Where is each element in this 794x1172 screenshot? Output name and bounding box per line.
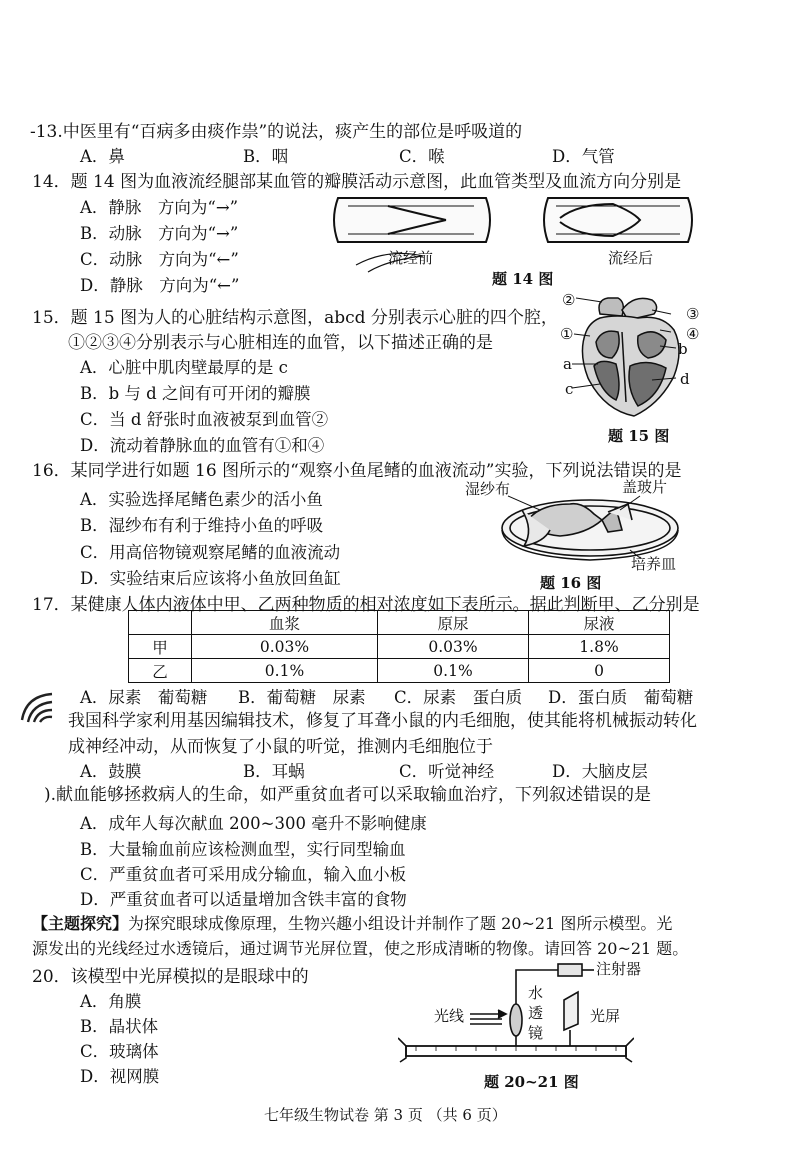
q14-label-after: 流经后	[608, 249, 654, 267]
q17-option-a: A．尿素 葡萄糖	[80, 688, 208, 707]
q13-option-b: B．咽	[243, 147, 289, 166]
q16-option-d: D．实验结束后应该将小鱼放回鱼缸	[80, 569, 341, 588]
q13-option-d: D．气管	[552, 147, 615, 166]
q15-option-b: B．b 与 d 之间有可开闭的瓣膜	[80, 384, 311, 403]
q14-caption: 题 14 图	[492, 270, 554, 288]
q16-option-a: A．实验选择尾鳍色素少的活小鱼	[80, 490, 323, 509]
table-row	[129, 659, 670, 683]
q14-option-d: D．静脉 方向为“←”	[80, 276, 240, 295]
q14-option-b: B．动脉 方向为“→”	[80, 224, 239, 243]
q13-option-c: C．喉	[399, 147, 445, 166]
q16-label-cover: 盖玻片	[622, 478, 668, 496]
q18-stem-line1: 我国科学家利用基因编辑技术，修复了耳聋小鼠的内毛细胞，使其能将机械振动转化	[68, 711, 697, 731]
q15-option-c: C．当 d 舒张时血液被泵到血管②	[80, 410, 329, 429]
q17-option-d: D．蛋白质 葡萄糖	[548, 688, 694, 707]
q15-number: 15．	[32, 308, 71, 328]
theme-line1: 【主题探究】为探究眼球成像原理，生物兴趣小组设计并制作了题 20~21 图所示模型。光	[32, 914, 673, 933]
table-header-cell	[129, 611, 192, 635]
q19-option-d: D．严重贫血者可以适量增加含铁丰富的食物	[80, 890, 407, 909]
q16-caption: 题 16 图	[540, 574, 602, 592]
q18-stem-line2: 成神经冲动，从而恢复了小鼠的听觉，推测内毛细胞位于	[68, 737, 493, 757]
q14-option-c: C．动脉 方向为“←”	[80, 250, 239, 269]
q17-stem: 17．某健康人体内液体中甲、乙两种物质的相对浓度如下表所示。据此判断甲、乙分别是	[32, 595, 700, 615]
page-footer: 七年级生物试卷 第 3 页 （共 6 页）	[264, 1106, 507, 1124]
q17-option-b: B．葡萄糖 尿素	[238, 688, 366, 707]
q15-option-a: A．心脏中肌肉壁最厚的是 c	[80, 358, 288, 377]
q16-label-dish: 培养皿	[631, 555, 677, 573]
q15-label-a: a	[563, 355, 572, 373]
q20-label-screen: 光屏	[590, 1007, 621, 1025]
table-header-cell: 原尿	[378, 611, 529, 635]
q16-label-gauze: 湿纱布	[465, 480, 511, 498]
table-header-cell: 血浆	[192, 611, 378, 635]
q19-option-b: B．大量输血前应该检测血型，实行同型输血	[80, 840, 406, 859]
table-cell: 乙	[129, 659, 192, 683]
q15-stem-line1: 15．题 15 图为人的心脏结构示意图，abcd 分别表示心脏的四个腔，	[32, 308, 558, 328]
q15-stem-line2: ①②③④分别表示与心脏相连的血管，以下描述正确的是	[68, 333, 493, 353]
scan-smudge-icon	[18, 690, 58, 726]
q16-option-c: C．用高倍物镜观察尾鳍的血液流动	[80, 543, 341, 562]
q13-stem: -13.中医里有“百病多由痰作祟”的说法，痰产生的部位是呼吸道的	[30, 122, 523, 142]
table-row	[129, 635, 670, 659]
q15-caption: 题 15 图	[608, 427, 670, 445]
q15-label-n1: ①	[560, 325, 574, 343]
table-cell: 0.1%	[192, 659, 378, 683]
q20-label-lens-3: 镜	[528, 1024, 544, 1042]
table-cell: 0.03%	[378, 635, 529, 659]
q20-option-c: C．玻璃体	[80, 1042, 159, 1061]
q20-label-lens-1: 水	[528, 984, 544, 1002]
q16-number: 16．	[32, 461, 71, 481]
theme-line2: 源发出的光线经过水透镜后，通过调节光屏位置，使之形成清晰的物像。请回答 20~21 题。	[32, 939, 689, 958]
q16-stem: 16．某同学进行如题 16 图所示的“观察小鱼尾鳍的血液流动”实验，下列说法错误的是	[32, 461, 682, 481]
q20-option-a: A．角膜	[80, 992, 142, 1011]
q15-label-n2: ②	[562, 291, 576, 309]
q15-option-d: D．流动着静脉血的血管有①和④	[80, 436, 325, 455]
q18-option-a: A．鼓膜	[80, 762, 142, 781]
table-cell: 1.8%	[529, 635, 670, 659]
q14-label-before: 流经前	[388, 249, 434, 267]
q17-option-c: C．尿素 蛋白质	[394, 688, 523, 707]
q13-option-a: A．鼻	[80, 147, 125, 166]
table-cell: 0.1%	[378, 659, 529, 683]
q15-label-n4: ④	[686, 325, 700, 343]
q20-label-lens-2: 透	[528, 1004, 544, 1022]
table-header-cell: 尿液	[529, 611, 670, 635]
q18-option-b: B．耳蜗	[243, 762, 305, 781]
table-header-row	[129, 611, 670, 635]
q20-label-syringe: 注射器	[596, 960, 642, 978]
q14-number: 14．	[32, 172, 71, 192]
q20-caption: 题 20~21 图	[484, 1073, 579, 1091]
q19-option-c: C．严重贫血者可采用成分输血，输入血小板	[80, 865, 407, 884]
q16-option-b: B．湿纱布有利于维持小鱼的呼吸	[80, 516, 324, 535]
q20-option-d: D．视网膜	[80, 1067, 160, 1086]
q15-label-b: b	[678, 340, 688, 358]
theme-tag: 【主题探究】	[32, 914, 129, 933]
table-cell: 甲	[129, 635, 192, 659]
q19-number: ).	[44, 785, 57, 805]
q13-number: -13.	[30, 122, 63, 142]
q18-option-c: C．听觉神经	[399, 762, 495, 781]
q20-stem: 20．该模型中光屏模拟的是眼球中的	[32, 967, 309, 987]
q14-stem: 14．题 14 图为血液流经腿部某血管的瓣膜活动示意图，此血管类型及血流方向分别是	[32, 172, 682, 192]
q14-option-a: A．静脉 方向为“→”	[80, 198, 239, 217]
q20-label-light: 光线	[434, 1007, 465, 1025]
q15-label-c: c	[565, 380, 574, 398]
q19-stem: ).献血能够拯救病人的生命，如严重贫血者可以采取输血治疗，下列叙述错误的是	[44, 785, 652, 805]
table-cell: 0	[529, 659, 670, 683]
table-cell: 0.03%	[192, 635, 378, 659]
q15-label-d: d	[680, 370, 690, 388]
q17-table	[128, 610, 670, 683]
q18-option-d: D．大脑皮层	[552, 762, 648, 781]
q20-option-b: B．晶状体	[80, 1017, 159, 1036]
q15-label-n3: ③	[686, 305, 700, 323]
q17-number: 17．	[32, 595, 71, 615]
q20-number: 20．	[32, 967, 71, 987]
q19-option-a: A．成年人每次献血 200~300 毫升不影响健康	[80, 814, 427, 833]
